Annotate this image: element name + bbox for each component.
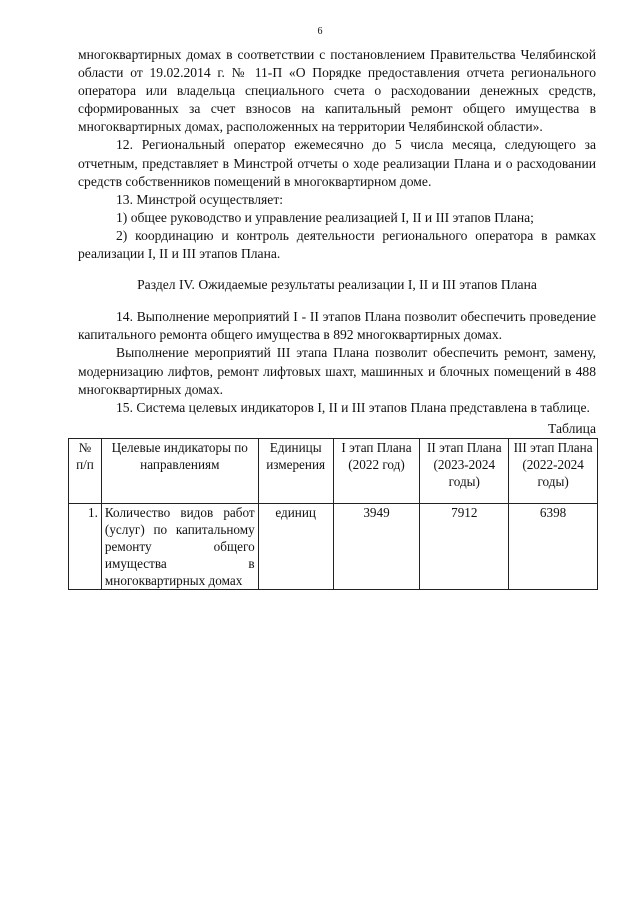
cell-stage-3: 6398 bbox=[509, 503, 598, 589]
indicators-table bbox=[68, 438, 598, 590]
section-title: Раздел IV. Ожидаемые результаты реализации I, II и III этапов Плана bbox=[137, 277, 537, 293]
header-indicator: Целевые индикаторы по направлениям bbox=[101, 438, 258, 503]
paragraph-continuation: многоквартирных домах в соответствии с постановлением Правительства Челябинской области от 19.02.2014 г. № 11-П «О Порядке предоставления отчета регионального оператора или владельца специального счета о расходовании денежных средств, сформированных за счет взносов на капитальный ремонт общего имущества в многоквартирных домах, расположенных на территории Челябинской области». bbox=[78, 47, 596, 135]
document-body bbox=[78, 46, 596, 590]
header-units: Единицы измерения bbox=[258, 438, 333, 503]
header-stage-3: III этап Плана (2022-2024 годы) bbox=[509, 438, 598, 503]
paragraph-12: 12. Региональный оператор ежемесячно до 5 числа месяца, следующего за отчетным, представляет в Минстрой отчеты о ходе реализации Плана и о расходовании средств собственников помещений в многоквартирном доме. bbox=[78, 137, 596, 189]
cell-indicator: Количество видов работ (услуг) по капитальному ремонту общего имущества в многоквартирных домах bbox=[101, 503, 258, 589]
table-header-row bbox=[69, 438, 598, 503]
paragraph-14: 14. Выполнение мероприятий I - II этапов Плана позволит обеспечить проведение капитального ремонта общего имущества в 892 многоквартирных домах. bbox=[78, 309, 596, 343]
paragraph-13: 13. Минстрой осуществляет: bbox=[116, 191, 284, 207]
page-number: 6 bbox=[317, 26, 323, 37]
cell-num: 1. bbox=[69, 503, 102, 589]
header-stage-2: II этап Плана (2023-2024 годы) bbox=[420, 438, 509, 503]
paragraph-13-item-2: 2) координацию и контроль деятельности регионального оператора в рамках реализации I, II и III этапов Плана. bbox=[78, 227, 596, 262]
cell-stage-1: 3949 bbox=[333, 503, 420, 589]
table-row bbox=[69, 503, 598, 589]
cell-units: единиц bbox=[258, 503, 333, 589]
paragraph-15: 15. Система целевых индикаторов I, II и III этапов Плана представлена в таблице. bbox=[116, 399, 590, 415]
header-num: № п/п bbox=[69, 438, 102, 503]
cell-stage-2: 7912 bbox=[420, 503, 509, 589]
paragraph-14-continued: Выполнение мероприятий III этапа Плана позволит обеспечить ремонт, замену, модернизацию лифтов, ремонт лифтовых шахт, машинных и блочных помещений в 488 многоквартирных домах. bbox=[78, 345, 596, 397]
paragraph-13-item-1: 1) общее руководство и управление реализацией I, II и III этапов Плана; bbox=[116, 209, 534, 225]
table-caption: Таблица bbox=[548, 420, 596, 436]
header-stage-1: I этап Плана (2022 год) bbox=[333, 438, 420, 503]
